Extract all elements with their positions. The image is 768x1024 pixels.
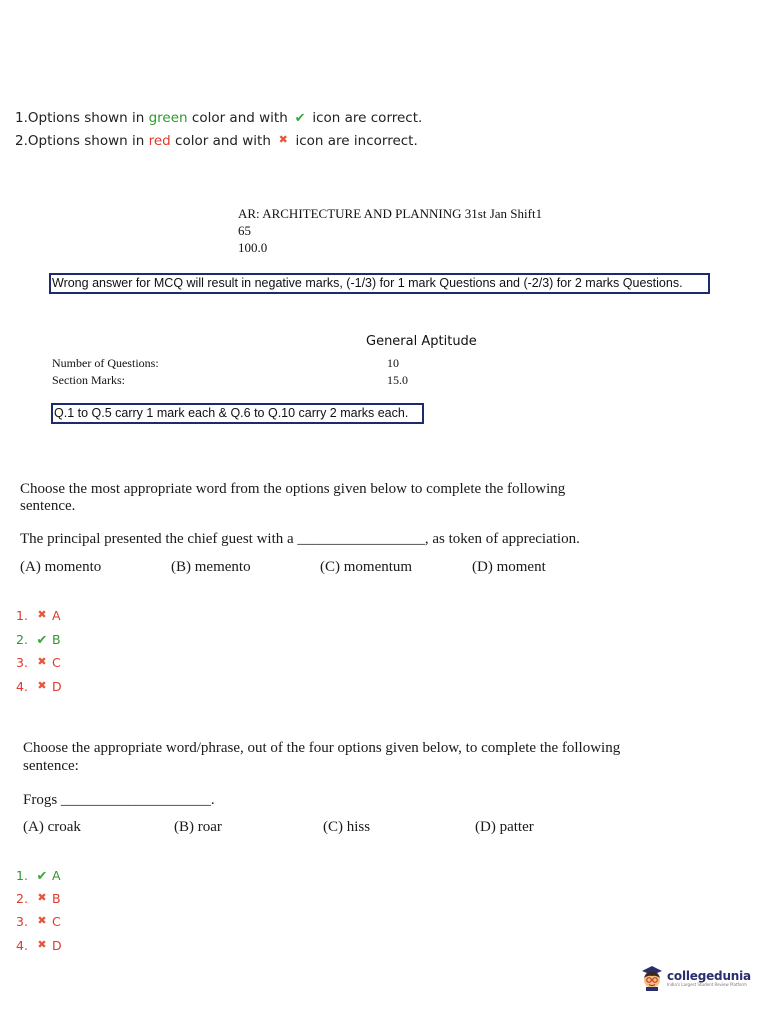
answer-label: B [52, 632, 61, 647]
answer-label: B [52, 891, 61, 906]
mascot-icon [640, 965, 664, 991]
cross-icon: ✖ [37, 679, 47, 692]
answer-number: 3. [16, 655, 28, 670]
num-questions-value: 10 [387, 356, 399, 370]
answer-row [16, 891, 61, 906]
answer-row [16, 679, 62, 694]
answer-row [16, 632, 61, 648]
answer-label: D [52, 938, 62, 953]
cross-icon: ✖ [278, 133, 288, 146]
question-stem: Frogs ____________________. [23, 792, 215, 808]
legend-text: 1.Options shown in [15, 110, 149, 126]
answer-label: A [52, 868, 61, 883]
question-option: (D) patter [475, 819, 534, 835]
legend-text: color and with [170, 133, 276, 149]
answer-label: D [52, 679, 62, 694]
collegedunia-logo [640, 965, 751, 991]
question-instruction: sentence. [20, 498, 76, 514]
legend-text: 2.Options shown in [15, 133, 149, 149]
question-instruction: Choose the appropriate word/phrase, out of the four options given below, to complete the following [23, 740, 621, 756]
answer-number: 1. [16, 868, 28, 883]
cross-icon: ✖ [37, 938, 47, 951]
question-option: (A) croak [23, 819, 81, 835]
legend-text: color and with [187, 110, 293, 126]
cross-icon: ✖ [37, 655, 47, 668]
check-icon: ✔ [36, 869, 48, 884]
answer-number: 3. [16, 914, 28, 929]
answer-label: C [52, 914, 61, 929]
legend-color-word: green [148, 110, 188, 126]
question-option: (B) memento [171, 559, 251, 575]
cross-icon: ✖ [37, 608, 47, 621]
logo-wordmark: collegedunia [667, 968, 751, 983]
cross-icon: ✖ [37, 914, 47, 927]
question-option: (B) roar [174, 819, 222, 835]
legend-color-word: red [148, 133, 171, 149]
question-instruction: sentence: [23, 758, 79, 774]
question-option: (C) momentum [320, 559, 413, 575]
legend-incorrect [15, 133, 418, 149]
paper-title: AR: ARCHITECTURE AND PLANNING 31st Jan Shift1 [238, 206, 543, 221]
answer-row [16, 608, 61, 623]
question-option: (C) hiss [323, 819, 371, 835]
answer-number: 4. [16, 938, 28, 953]
answer-row [16, 914, 61, 929]
answer-label: A [52, 608, 61, 623]
cross-icon: ✖ [37, 891, 47, 904]
legend-text: icon are incorrect. [291, 133, 418, 149]
section-marks-value: 15.0 [387, 373, 408, 387]
answer-number: 4. [16, 679, 28, 694]
answer-label: C [52, 655, 61, 670]
answer-row [16, 868, 61, 884]
section-marks-label: Section Marks: [52, 373, 125, 387]
answer-number: 1. [16, 608, 28, 623]
negative-marking-notice: Wrong answer for MCQ will result in negative marks, (-1/3) for 1 mark Questions and (-2/3) for 2 marks Questions. [49, 273, 710, 294]
marks-distribution-note: Q.1 to Q.5 carry 1 mark each & Q.6 to Q.10 carry 2 marks each. [51, 403, 424, 424]
check-icon: ✔ [294, 111, 306, 126]
section-title: General Aptitude [366, 334, 477, 349]
question-instruction: Choose the most appropriate word from the options given below to complete the following [20, 481, 566, 497]
answer-row [16, 938, 62, 953]
question-option: (A) momento [20, 559, 102, 575]
logo-tagline: India's Largest Student Review Platform [667, 981, 747, 987]
question-stem: The principal presented the chief guest with a _________________, as token of appreciation. [20, 531, 580, 547]
answer-row [16, 655, 61, 670]
question-option: (D) moment [472, 559, 546, 575]
legend-text: icon are correct. [308, 110, 423, 126]
paper-info-line: 65 [238, 223, 251, 238]
answer-number: 2. [16, 632, 28, 647]
paper-info-line: 100.0 [238, 240, 268, 255]
check-icon: ✔ [36, 633, 48, 648]
legend-correct [15, 110, 422, 126]
answer-number: 2. [16, 891, 28, 906]
num-questions-label: Number of Questions: [52, 356, 159, 370]
